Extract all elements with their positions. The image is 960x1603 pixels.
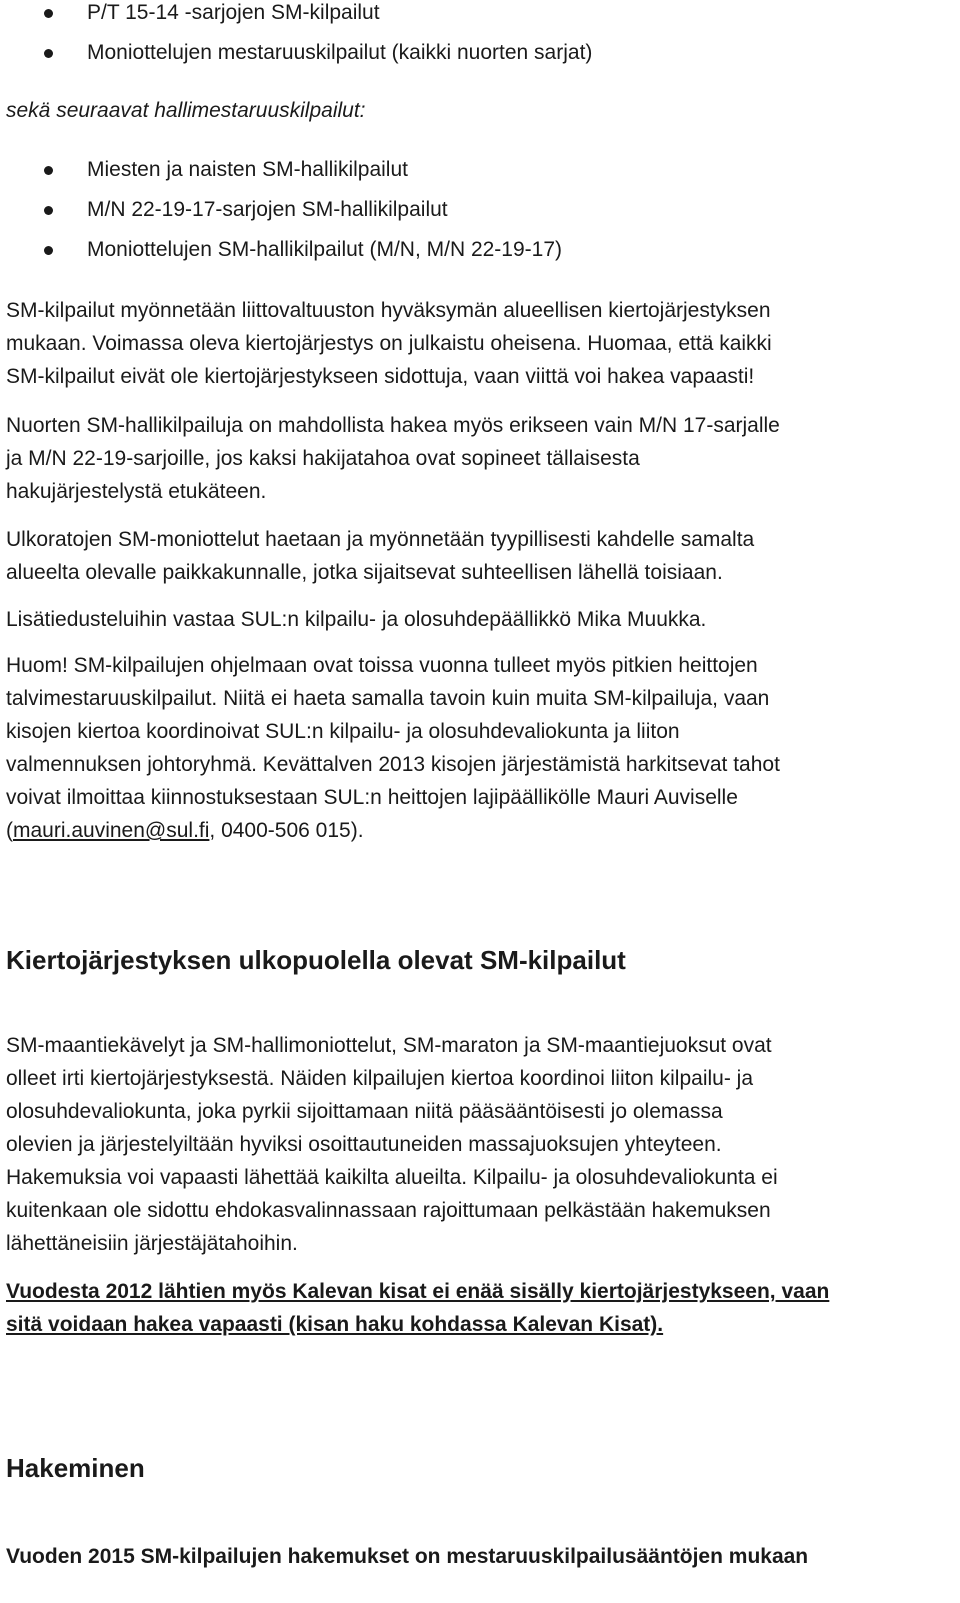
- paragraph-line: Nuorten SM-hallikilpailuja on mahdollista hakea myös erikseen vain M/N 17-sarjalle: [6, 414, 780, 437]
- list-item-text: Moniottelujen mestaruuskilpailut (kaikki nuorten sarjat): [87, 41, 593, 64]
- list-item: [0, 237, 960, 277]
- intro-italic: sekä seuraavat hallimestaruuskilpailut:: [6, 99, 366, 122]
- list-item: [0, 40, 960, 80]
- paragraph-apply: [6, 1540, 946, 1573]
- paragraph-line: alueelta olevalle paikkakunnalle, jotka sijaitsevat suhteellisen lähellä toisiaan.: [6, 561, 723, 584]
- list-item: [0, 0, 960, 40]
- paragraph-line: Huom! SM-kilpailujen ohjelmaan ovat toissa vuonna tulleet myös pitkien heittojen: [6, 654, 758, 677]
- list-item-text: M/N 22-19-17-sarjojen SM-hallikilpailut: [87, 198, 448, 221]
- bullet-icon: [44, 9, 53, 18]
- list-item-text: Moniottelujen SM-hallikilpailut (M/N, M/N 22-19-17): [87, 238, 563, 261]
- paragraph-line: kuitenkaan ole sidottu ehdokasvalinnassaan rajoittumaan pelkästään hakemuksen: [6, 1199, 771, 1222]
- paragraph-line: Lisätiedusteluihin vastaa SUL:n kilpailu- ja olosuhdepäällikkö Mika Muukka.: [6, 608, 707, 631]
- contact-phone: , 0400-506 015).: [209, 819, 364, 842]
- list-item: [0, 157, 960, 197]
- paragraph-line: Hakemuksia voi vapaasti lähettää kaikilta alueilta. Kilpailu- ja olosuhdevaliokunta ei: [6, 1166, 778, 1189]
- bullet-icon: [44, 166, 53, 175]
- paragraph-line: Vuoden 2015 SM-kilpailujen hakemukset on mestaruuskilpailusääntöjen mukaan: [6, 1545, 809, 1568]
- paragraph-info: [6, 603, 946, 636]
- paragraph-line: Vuodesta 2012 lähtien myös Kalevan kisat ei enää sisälly kiertojärjestykseen, vaan: [6, 1280, 830, 1303]
- bullet-icon: [44, 206, 53, 215]
- paragraph-line: sitä voidaan hakea vapaasti (kisan haku kohdassa Kalevan Kisat).: [6, 1313, 664, 1336]
- paragraph-line: olevien ja järjestelyiltään hyviksi osoittautuneiden massajuoksujen yhteyteen.: [6, 1133, 722, 1156]
- paragraph-line: SM-kilpailut myönnetään liittovaltuuston hyväksymän alueellisen kiertojärjestyksen: [6, 299, 771, 322]
- paragraph-line: kisojen kiertoa koordinoivat SUL:n kilpailu- ja olosuhdevaliokunta ja liiton: [6, 720, 680, 743]
- bullet-list-championships: [0, 0, 960, 80]
- bullet-list-hall: [0, 157, 960, 277]
- section-heading-outside-rotation: Kiertojärjestyksen ulkopuolella olevat SM-kilpailut: [6, 945, 626, 975]
- paragraph-line: lähettäneisiin järjestäjätahoihin.: [6, 1232, 298, 1255]
- paragraph-kaleva: [6, 1275, 946, 1341]
- paragraph-rotation: [6, 294, 946, 393]
- paragraph-line: voivat ilmoittaa kiinnostuksestaan SUL:n heittojen lajipäällikölle Mauri Auviselle: [6, 786, 738, 809]
- bullet-icon: [44, 246, 53, 255]
- paragraph-line: valmennuksen johtoryhmä. Kevättalven 2013 kisojen järjestämistä harkitsevat tahot: [6, 753, 780, 776]
- paragraph-outside: [6, 1029, 946, 1260]
- list-item: [0, 197, 960, 237]
- paragraph-note: [6, 649, 946, 847]
- paragraph-youth: [6, 409, 946, 508]
- list-item-text: P/T 15-14 -sarjojen SM-kilpailut: [87, 1, 380, 24]
- paragraph-line: mukaan. Voimassa oleva kiertojärjestys on julkaistu oheisena. Huomaa, että kaikki: [6, 332, 772, 355]
- contact-open: (: [6, 819, 13, 842]
- paragraph-outdoor: [6, 523, 946, 589]
- paragraph-line: olleet irti kiertojärjestyksestä. Näiden kilpailujen kiertoa koordinoi liiton kilpailu- ja: [6, 1067, 754, 1090]
- paragraph-line: ja M/N 22-19-sarjoille, jos kaksi hakijatahoa ovat sopineet tällaisesta: [6, 447, 640, 470]
- paragraph-line: SM-kilpailut eivät ole kiertojärjestykseen sidottuja, vaan viittä voi hakea vapaasti!: [6, 365, 755, 388]
- section-heading-applying: Hakeminen: [6, 1453, 145, 1483]
- paragraph-line: Ulkoratojen SM-moniottelut haetaan ja myönnetään tyypillisesti kahdelle samalta: [6, 528, 755, 551]
- paragraph-line: SM-maantiekävelyt ja SM-hallimoniottelut, SM-maraton ja SM-maantiejuoksut ovat: [6, 1034, 772, 1057]
- bullet-icon: [44, 49, 53, 58]
- paragraph-line: olosuhdevaliokunta, joka pyrkii sijoittamaan niitä pääsääntöisesti jo olemassa: [6, 1100, 723, 1123]
- paragraph-line: talvimestaruuskilpailut. Niitä ei haeta samalla tavoin kuin muita SM-kilpailuja, vaan: [6, 687, 770, 710]
- paragraph-line: hakujärjestelystä etukäteen.: [6, 480, 267, 503]
- list-item-text: Miesten ja naisten SM-hallikilpailut: [87, 158, 408, 181]
- contact-line: [6, 814, 946, 847]
- email-link[interactable]: mauri.auvinen@sul.fi: [13, 819, 210, 842]
